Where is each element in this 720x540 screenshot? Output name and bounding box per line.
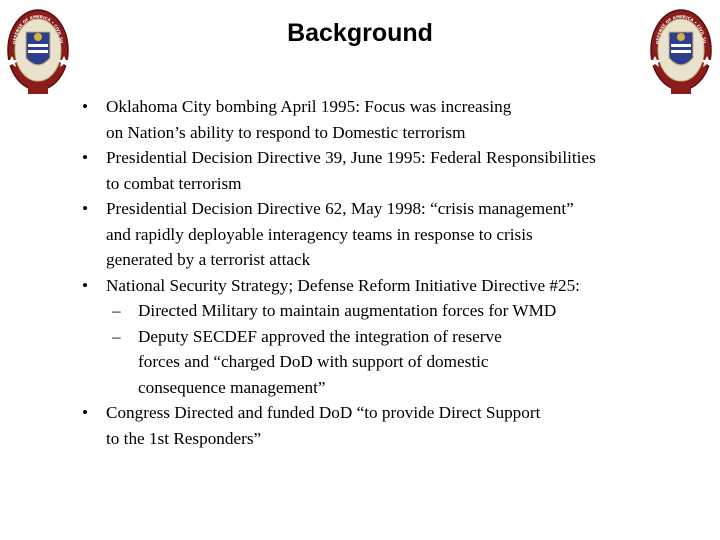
bullet-line: to combat terrorism [106,173,242,193]
sub-bullet-item [82,324,702,401]
bullet-line: National Security Strategy; Defense Reform Initiative Directive #25: [106,275,580,295]
bullet-dot-icon: • [82,403,89,422]
bullet-line: Presidential Decision Directive 39, June 1995: Federal Responsibilities [106,148,596,167]
bullet-dot-icon: • [82,199,89,218]
bullet-line: on Nation’s ability to respond to Domestic terrorism [106,122,466,142]
bullet-line: Congress Directed and funded DoD “to provide Direct Support [106,403,541,422]
bullet-dot-icon: • [82,148,89,167]
bullet-list [82,94,702,451]
sub-bullet-line: consequence management” [138,377,326,397]
sub-bullet-item [82,298,702,324]
bullet-item [82,94,702,145]
bullet-item [82,196,702,273]
bullet-line: generated by a terrorist attack [106,250,311,269]
seal-text-left: DEFENSE OF AMERICA • CIVIL SU [11,13,65,45]
sub-bullet-line: Deputy SECDEF approved the integration of reserve [138,326,502,346]
sub-bullet-line: Directed Military to maintain augmentation forces for WMD [138,301,557,320]
bullet-dot-icon: • [82,97,89,116]
slide-title: Background [287,19,433,47]
seal-text-right: DEFENSE OF AMERICA • CIVIL SU [654,13,708,45]
dash-bullet-icon: – [112,326,121,346]
bullet-dot-icon: • [82,275,89,295]
bullet-line: Presidential Decision Directive 62, May 1998: “crisis management” [106,199,574,218]
sub-bullet-line: forces and “charged DoD with support of domestic [138,352,489,371]
bullet-line: and rapidly deployable interagency teams in response to crisis [106,224,533,244]
bullet-item [82,400,702,451]
bullet-item [82,273,702,299]
bullet-item [82,145,702,196]
bullet-line: Oklahoma City bombing April 1995: Focus was increasing [106,97,512,116]
bullet-line: to the 1st Responders” [106,428,262,448]
dash-bullet-icon: – [112,301,121,320]
